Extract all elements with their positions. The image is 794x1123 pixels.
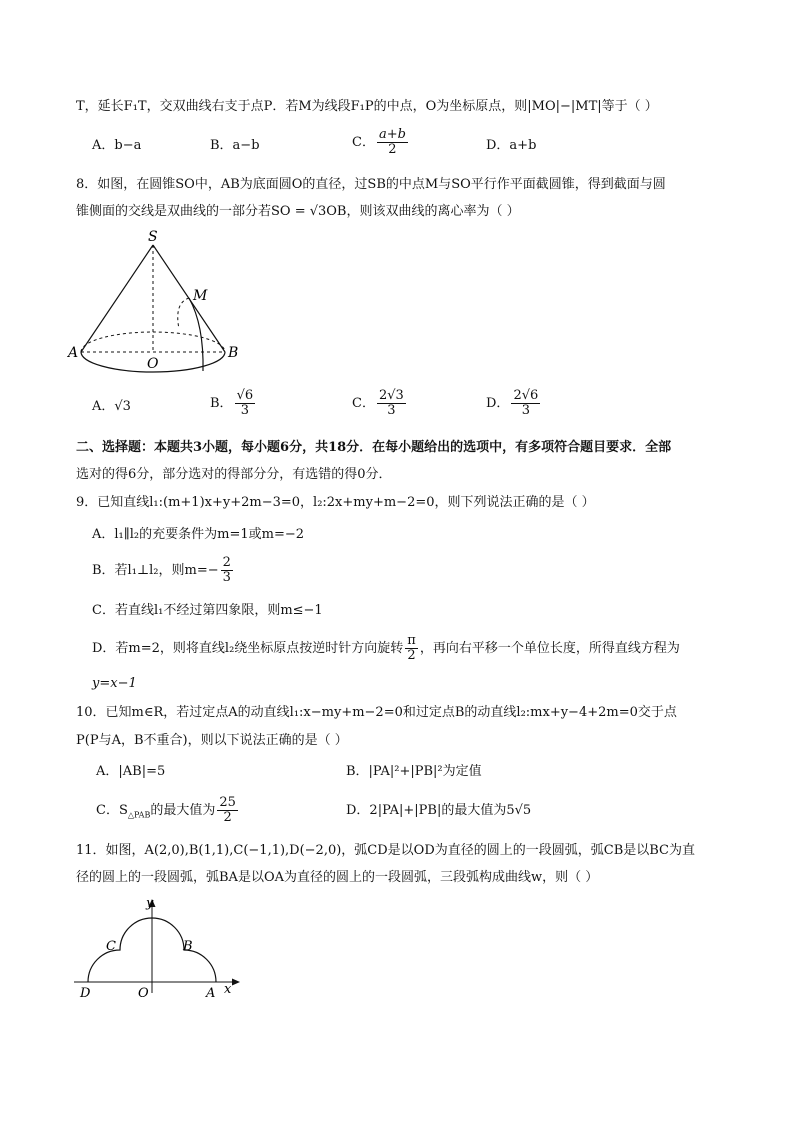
label-m: M (193, 288, 208, 304)
q8-d-denominator: 3 (521, 403, 530, 418)
q8-d-numerator: 2√6 (513, 388, 539, 403)
section2-heading-line2: 选对的得6分，部分选对的得部分分，有选错的得0分． (76, 467, 392, 482)
q9-option-d (92, 634, 680, 663)
q9-option-d-line2: y=x−1 (92, 676, 137, 691)
q9-option-b (92, 556, 235, 585)
q8-option-d-fraction (511, 389, 540, 418)
q10-stem-line1: 10．已知m∈R，若过定点A的动直线l₁:x−my+m−2=0和过定点B的动直线l₂:mx+y−4+2m=0交于点 (76, 705, 677, 720)
q8-option-d-prefix: D． (486, 396, 510, 411)
q10-option-b: B．|PA|²+|PB|²为定值 (346, 764, 482, 779)
x-axis-arrow-icon (232, 979, 240, 986)
q9-stem: 9．已知直线l₁:(m+1)x+y+2m−3=0，l₂:2x+my+m−2=0，则下列说法正确的是（ ） (76, 495, 595, 510)
q8-option-b (210, 389, 257, 418)
q8-option-d (486, 389, 542, 418)
q7-stem-continuation: T，延长F₁T，交双曲线右支于点P．若M为线段F₁P的中点，O为坐标原点，则|MO|−|MT|等于（ ） (76, 99, 658, 114)
section2-heading-line1: 二、选择题：本题共3小题，每小题6分，共18分．在每小题给出的选项中，有多项符合题目要求．全部 (76, 440, 672, 455)
section-dashed-arc (178, 298, 189, 329)
q8-c-denominator: 3 (387, 403, 396, 418)
label-c: C (106, 939, 116, 954)
q9-option-d-suffix: ，再向右平移一个单位长度，所得直线方程为 (419, 641, 680, 656)
curve-figure (66, 893, 246, 1005)
q10-stem-line2: P(P与A，B不重合)，则以下说法正确的是（ ） (76, 733, 348, 748)
q8-option-c (352, 389, 408, 418)
q10-option-d: D．2|PA|+|PB|的最大值为5√5 (346, 803, 532, 818)
label-b: B (228, 345, 239, 361)
q9-option-a: A．l₁∥l₂的充要条件为m=1或m=−2 (92, 527, 305, 542)
q8-option-c-fraction (377, 389, 406, 418)
q7-option-c-prefix: C． (352, 135, 375, 150)
q10-c-denominator: 2 (223, 810, 232, 825)
label-s: S (148, 229, 158, 245)
q10-option-c-fraction (217, 796, 238, 825)
q7-c-numerator: a+b (378, 127, 406, 142)
q9-option-b-fraction (221, 556, 233, 585)
cone-figure (66, 225, 256, 380)
label-a: A (68, 345, 79, 361)
q10-option-c-prefix: C．S (96, 803, 128, 818)
q9-option-d-fraction (405, 634, 418, 663)
q8-option-c-prefix: C． (352, 396, 375, 411)
q10-option-a: A．|AB|=5 (96, 764, 166, 779)
q9-d-denominator: 2 (407, 648, 416, 663)
q9-option-b-prefix: B．若l₁⊥l₂，则m=− (92, 563, 219, 578)
q9-b-denominator: 3 (222, 570, 231, 585)
label-b: B (183, 939, 193, 954)
q8-option-a: A．√3 (92, 399, 131, 414)
q11-stem-line2: 径的圆上的一段圆弧，弧BA是以OA为直径的圆上的一段圆弧，三段弧构成曲线w，则（ ） (76, 870, 599, 885)
q7-option-b: B．a−b (210, 138, 260, 153)
q8-option-b-prefix: B． (210, 396, 233, 411)
q7-c-denominator: 2 (388, 142, 397, 157)
label-a: A (206, 986, 216, 1001)
q8-c-numerator: 2√3 (378, 388, 404, 403)
q8-b-numerator: √6 (236, 388, 254, 403)
label-d: D (80, 986, 91, 1001)
q10-option-c (96, 796, 240, 826)
label-y: y (146, 896, 154, 911)
q9-option-c: C．若直线l₁不经过第四象限，则m≤−1 (92, 603, 323, 618)
q8-stem-line2: 锥侧面的交线是双曲线的一部分若SO = √3OB，则该双曲线的离心率为（ ） (76, 204, 520, 219)
q9-b-numerator: 2 (222, 555, 231, 570)
q10-option-c-mid: 的最大值为 (150, 803, 216, 818)
q8-b-denominator: 3 (240, 403, 249, 418)
q9-d-numerator: π (407, 633, 416, 648)
q7-option-c (352, 128, 410, 157)
q7-option-c-fraction (377, 128, 408, 157)
q9-option-d-prefix: D．若m=2，则将直线l₂绕坐标原点按逆时针方向旋转 (92, 641, 404, 656)
label-o: O (138, 986, 149, 1001)
label-o: O (147, 356, 159, 372)
q10-option-c-subscript: △PAB (127, 810, 151, 820)
q8-stem-line1: 8．如图，在圆锥SO中，AB为底面圆O的直径，过SB的中点M与SO平行作平面截圆锥，得到截面与圆 (76, 177, 666, 192)
cone-side-left (81, 245, 153, 352)
q7-option-a: A．b−a (92, 138, 142, 153)
label-x: x (224, 982, 232, 997)
q8-option-b-fraction (235, 389, 256, 418)
q11-stem-line1: 11．如图，A(2,0),B(1,1),C(−1,1),D(−2,0)，弧CD是以OD为直径的圆上的一段圆弧，弧CB是以BC为直 (76, 843, 695, 858)
q7-option-d: D．a+b (486, 138, 537, 153)
q10-c-numerator: 25 (219, 795, 236, 810)
